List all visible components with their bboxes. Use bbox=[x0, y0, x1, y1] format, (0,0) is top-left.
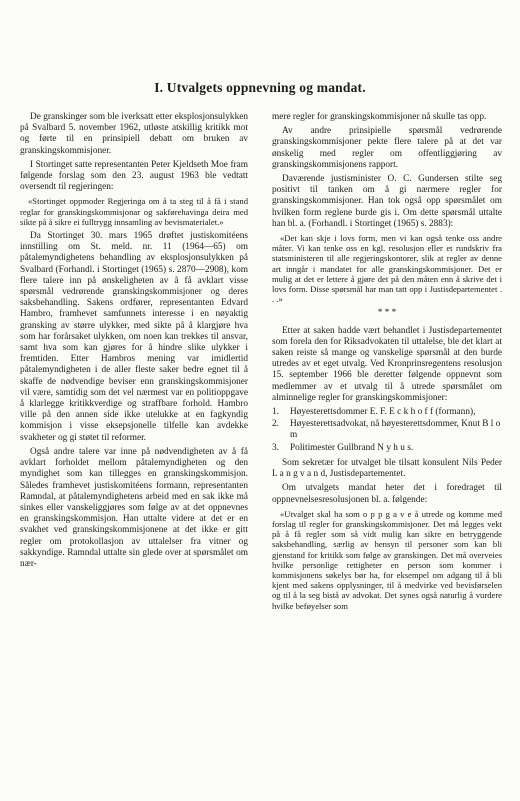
block-quote: «Det kan skje i lovs form, men vi kan også tenke oss andre måter. Vi kan tenke oss en kgl. resolusjon eller et rundskriv fra statsministeren til alle regjeringskontorer, slik at regler av denne art inngår i mandatet for alle granskingskommisjoner. Det er mulig at det er lettere å gjøre det på den måten enn å skrive det i lovs form. Disse spørsmål har man tatt opp i Justisdepartementet . . .» bbox=[272, 233, 502, 305]
paragraph: Etter at saken hadde vært behandlet i Justisdepartementet som forela den for Riksadvokaten til uttalelse, ble det klart at saken reiste så mange og vanskelige spørsmål at den burde utredes av et eget utvalg. Ved Kronprinsregentens resolusjon 15. september 1966 ble deretter følgende oppnevnt som medlemmer av et utvalg til å utrede spørsmålet om alminnelige regler for granskingskommisjoner: bbox=[272, 325, 502, 403]
member-text: Høyesterettsdommer E. F. E c k h o f f (formann), bbox=[290, 407, 476, 418]
paragraph: De granskinger som ble iverksatt etter eksplosjonsulykken på Svalbard 5. november 1962, utløste atskillig kritikk mot og førte til en prinsipiell debatt om bruken av granskingskommisjoner. bbox=[20, 112, 248, 156]
paragraph: Også andre talere var inne på nødvendigheten av å få avklart forholdet mellom påtalemyndigheten og den myndighet som kan tillegges en granskingskommisjon. Således framhevet justiskomitéens formann, representanten Ramndal, at påtalemyndighetens arbeid med en sak ikke må sinkes eller vanskeliggjøres som følge av at det oppnevnes en granskingskommisjon. Han uttalte videre at det er en svakhet ved granskingskommisjonene at det ikke er gitt regler om protokollasjon av uttalelser fra vitner og sakkyndige. Ramndal uttalte sin glede over at spørsmålet om nær- bbox=[20, 446, 248, 569]
member-item bbox=[272, 407, 502, 418]
paragraph: Da Stortinget 30. mars 1965 drøftet justiskomitéens innstilling om St. meld. nr. 11 (1964—65) om påtalemyndighetens behandling av eksplosjonsulykken på Svalbard (Forhandl. i Stortinget (1965) s. 2870—2908), kom flere talere inn på ønskeligheten av å få avklart visse spørsmål vedrørende granskingskommisjoner og deres saksbehandling. Sakens ordfører, representanten Edvard Hambro, framhevet samfunnets interesse i en nøyaktig gransking av større ulykker, med sikte på å klargjøre hva som har forårsaket ulykken, om noen kan trekkes til ansvar, samt hva som kan gjøres for å hindre slike ulykker i fremtiden. Etter Hambros mening var imidlertid påtalemyndigheten i de aller fleste saker bedre egnet til å skaffe de nødvendige beviser enn granskingskommisjoner vil være, samtidig som det vel nærmest var en politioppgave å klarlegge kritikkverdige og straffbare forhold. Hambro ville på den annen side ikke utelukke at en fagkyndig kommisjon i visse eksepsjonelle tilfelle kan avdekke svakheter og gi støtet til reformer. bbox=[20, 231, 248, 443]
paragraph: Av andre prinsipielle spørsmål vedrørende granskingskommisjoner pekte flere talere på at det var ønskelig med regler om offentliggjøring av granskingskommisjonens rapport. bbox=[272, 126, 502, 170]
member-text: Politimester Gullbrand N y h u s. bbox=[290, 442, 414, 453]
paragraph: Om utvalgets mandat heter det i foredraget til oppnevnelsesresolusjonen bl. a. følgende: bbox=[272, 483, 502, 505]
block-quote: «Stortinget oppmoder Regjeringa om å ta steg til å få i stand reglar for granskingskommisjonar og sakførehavinga deira med sikte på å sikre ei fulltrygg innsamling av bevismaterialet.» bbox=[20, 196, 248, 227]
paragraph: Som sekretær for utvalget ble tilsatt konsulent Nils Peder L a n g v a n d, Justisdepartementet. bbox=[272, 457, 502, 480]
member-number: 1. bbox=[272, 407, 279, 418]
member-item bbox=[272, 419, 502, 441]
left-column bbox=[20, 112, 248, 573]
member-item bbox=[272, 443, 502, 454]
right-column bbox=[272, 112, 502, 615]
section-heading: I. Utvalgets oppnevning og mandat. bbox=[154, 80, 366, 95]
block-quote: «Utvalget skal ha som o p p g a v e å utrede og komme med forslag til regler for granskingskommisjoner. Det må legges vekt på å få regler som så vidt mulig kan sikre en betryggende saksbehandling, særlig av hensyn til personer som kan bli gjenstand for kritikk som følge av granskingen. Det må overveies hvilke personlige rettigheter en person som kommer i kommisjonens søkelys bør ha, for eksempel om adgang til å bli kjent med sakens opplysninger, til å medvirke ved bevisførselen og til å la seg bistå av advokat. Det synes også naturlig å vurdere hvilke beføyelser som bbox=[272, 508, 502, 611]
paragraph: mere regler for granskingskommisjoner nå skulle tas opp. bbox=[272, 112, 487, 122]
paragraph: Daværende justisminister O. C. Gundersen stilte seg positivt til tanken om å gi nærmere regler for granskingskommisjoner. Han tok også opp spørsmålet om hvilken form reglene burde gis i. Om dette spørsmål uttalte han bl. a. (Forhandl. i Stortinget (1965) s. 2883): bbox=[272, 174, 502, 229]
member-number: 2. bbox=[272, 419, 279, 430]
paragraph: I Stortinget satte representanten Peter Kjeldseth Moe fram følgende forslag som den 23. august 1963 ble vedtatt oversendt til regjeringen: bbox=[20, 159, 248, 193]
member-text: Høyesterettsadvokat, nå høyesterettsdommer, Knut B l o m bbox=[290, 419, 501, 441]
member-number: 3. bbox=[272, 442, 279, 453]
section-separator: * * * bbox=[377, 308, 397, 319]
member-list bbox=[272, 407, 502, 454]
